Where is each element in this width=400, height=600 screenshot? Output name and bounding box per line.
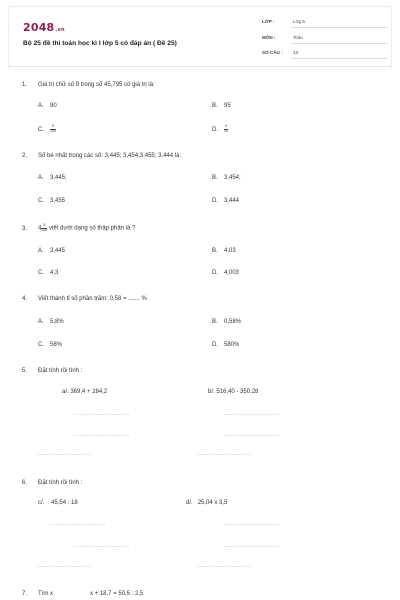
question-7-expression: x + 18,7 = 50,5 : 2,5 [90, 591, 144, 597]
option-4d[interactable]: D. 580% [212, 342, 240, 348]
question-6: 6. Đặt tính rồi tính : [22, 480, 83, 486]
option-1b[interactable]: B. 95 [212, 103, 231, 109]
answer-line[interactable]: ............................... [224, 543, 280, 549]
answer-line[interactable]: ............................... [74, 432, 130, 438]
part-6d: d/. 25,04 x 3,5 [186, 500, 228, 506]
answer-line[interactable]: ............................... [224, 411, 280, 417]
question-4: 4. Viết thành tỉ số phần trăm: 0,58 = ....... % [22, 296, 147, 302]
answer-line[interactable]: ............................... [36, 563, 92, 569]
question-3: 3. 4 $\frac{3}{100}$ viết dưới dạng số thập phân là ? [22, 223, 136, 232]
answer-line[interactable]: ............................... [74, 411, 130, 417]
option-2d[interactable]: D. 3,444 [212, 198, 240, 204]
option-1a[interactable]: A. 90 [38, 103, 57, 109]
part-6c: c/. 45,54 : 18 [38, 500, 78, 506]
header-divider [8, 66, 392, 67]
part-5a: a/. 369,4 + 284,2 [62, 389, 108, 395]
option-4b[interactable]: B. 0,58% [212, 319, 242, 325]
answer-line[interactable]: ............................... [50, 521, 106, 527]
class-underline [291, 27, 387, 28]
class-label: LỚP : [262, 19, 275, 24]
question-5: 5. Đặt tính rồi tính : [22, 368, 83, 374]
count-value: 13 [293, 50, 299, 55]
option-4a[interactable]: A. 5,8% [38, 319, 64, 325]
question-7: 7. Tìm x [22, 591, 53, 597]
class-value: Lớp 5 [293, 19, 305, 24]
question-number: 1. [22, 82, 28, 88]
exam-header [8, 6, 392, 66]
option-3b[interactable]: B. 4,03 [212, 248, 236, 254]
logo-main: 2048 [23, 21, 55, 34]
part-5b: b/. 516,40 - 350,28 [208, 389, 259, 395]
option-2b[interactable]: B. 3,454; [212, 175, 241, 181]
count-underline [291, 58, 387, 59]
question-2: 2. Số bé nhất trong các số: 3,445; 3,454;3,455; 3,444 là: [22, 153, 182, 159]
option-1d[interactable]: D. $\frac{9}{10}$ [212, 124, 228, 133]
option-3c[interactable]: C. 4,3 [38, 270, 59, 276]
option-2c[interactable]: C. 3,455 [38, 198, 66, 204]
subject-label: MÔN : [262, 35, 276, 40]
answer-line[interactable]: ............................... [196, 451, 252, 457]
subject-underline [291, 43, 387, 44]
option-3a[interactable]: A. 3,445 [38, 248, 66, 254]
site-logo[interactable] [23, 21, 65, 34]
option-2a[interactable]: A. 3,445; [38, 175, 67, 181]
fraction: $\frac{3}{100}$ [41, 223, 48, 232]
answer-line[interactable]: ............................... [36, 451, 92, 457]
fraction: $\frac{9}{100}$ [50, 124, 56, 133]
option-3d[interactable]: D. 4,003 [212, 270, 240, 276]
option-1c[interactable]: C. $\frac{9}{100}$ [38, 124, 56, 133]
count-label: SỐ CÂU : [262, 50, 283, 55]
fraction: $\frac{9}{10}$ [224, 124, 228, 133]
option-4c[interactable]: C. 58% [38, 342, 63, 348]
answer-line[interactable]: ............................... [224, 432, 280, 438]
answer-line[interactable]: ............................... [196, 563, 252, 569]
question-1 [22, 82, 155, 88]
exam-title: Bộ 25 đề thi toán học kì I lớp 5 có đáp án ( Đề 25) [23, 40, 177, 47]
question-text: Giá trị chữ số 9 trong số 45,795 có giá trị là: [38, 82, 155, 88]
answer-line[interactable]: ............................... [224, 521, 280, 527]
logo-suffix: .vn [55, 27, 65, 33]
subject-value: Toán [293, 35, 303, 40]
answer-line[interactable]: ............................... [74, 543, 130, 549]
